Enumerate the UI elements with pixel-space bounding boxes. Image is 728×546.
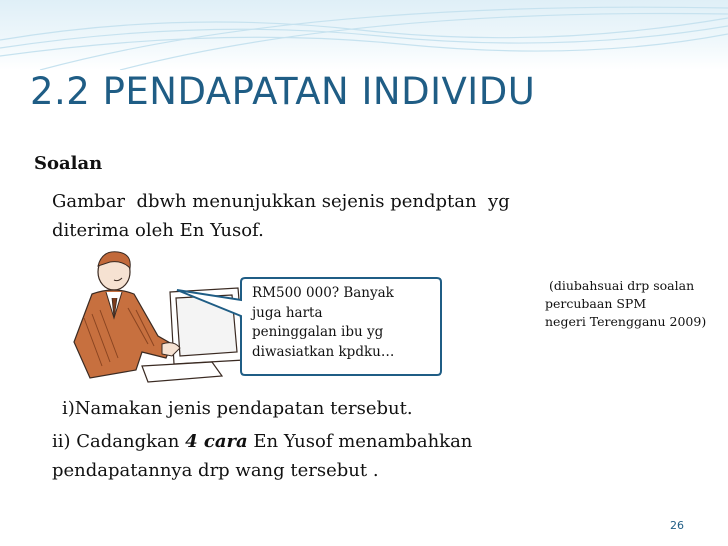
question-part-ii <box>52 428 472 456</box>
question-part-ii-line-2: pendapatannya drp wang tersebut . <box>52 460 379 481</box>
page-title: 2.2 PENDAPATAN INDIVIDU <box>30 70 536 113</box>
bubble-line-4: diwasiatkan kpdku… <box>252 343 395 360</box>
businessman-at-computer-icon <box>62 248 262 392</box>
wave-pattern-icon <box>0 0 728 70</box>
bubble-line-3: peninggalan ibu yg <box>252 324 384 340</box>
source-note-line-2: percubaan SPM <box>545 296 647 311</box>
bubble-line-1: RM500 000? Banyak <box>252 285 394 301</box>
bubble-line-2: juga harta <box>252 304 323 321</box>
header-decoration <box>0 0 728 70</box>
speech-bubble <box>239 276 443 377</box>
source-note <box>545 277 706 331</box>
question-line-2: diterima oleh En Yusof. <box>52 220 264 241</box>
source-note-line-1: (diubahsuai drp soalan <box>545 278 695 293</box>
part-ii-prefix: ii) Cadangkan <box>52 431 186 452</box>
part-ii-emphasis: 4 cara <box>185 431 248 452</box>
question-part-i: i)Namakan jenis pendapatan tersebut. <box>62 398 413 419</box>
page-number: 26 <box>670 519 684 532</box>
section-label: Soalan <box>34 153 103 174</box>
question-line-1: Gambar dbwh menunjukkan sejenis pendptan yg <box>52 191 510 212</box>
part-ii-suffix: En Yusof menambahkan <box>247 431 473 452</box>
source-note-line-3: negeri Terengganu 2009) <box>545 314 707 329</box>
speech-bubble-text <box>252 284 437 362</box>
